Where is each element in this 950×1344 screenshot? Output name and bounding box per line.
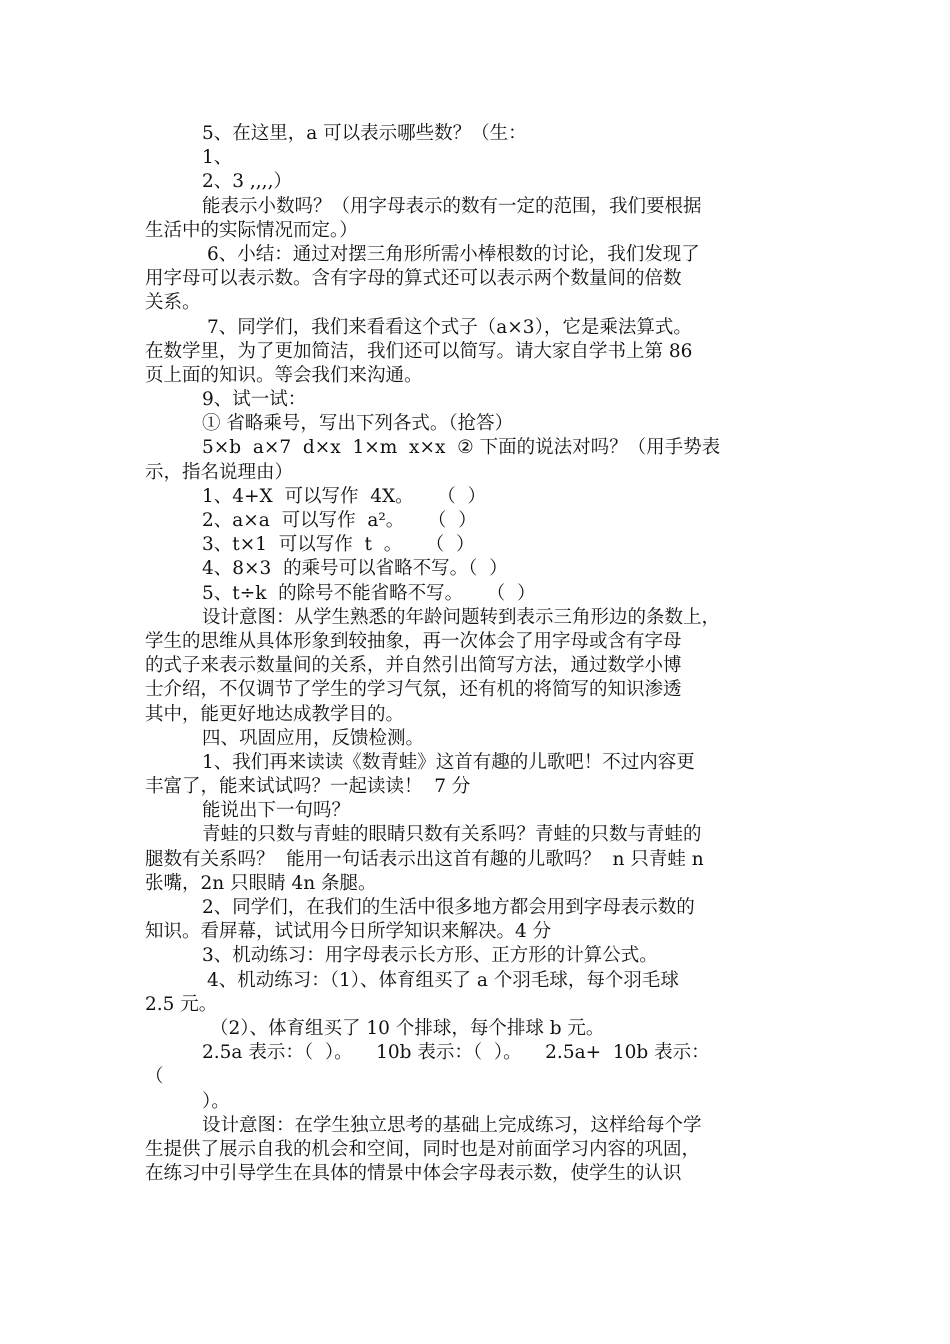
text-line: 生活中的实际情况而定。）	[145, 219, 358, 241]
text-line: 5×b a×7 d×x 1×m x×x ② 下面的说法对吗？（用手势表	[202, 437, 721, 459]
text-line: 关系。	[145, 292, 201, 314]
text-line: 设计意图：在学生独立思考的基础上完成练习，这样给每个学	[202, 1114, 702, 1136]
text-line: 4、机动练习：（1）、体育组买了 a 个羽毛球，每个羽毛球	[207, 969, 679, 991]
text-line: 3、t×1 可以写作 t 。 （ ）	[202, 534, 475, 556]
text-line: 6、小结：通过对摆三角形所需小棒根数的讨论，我们发现了	[207, 243, 700, 265]
text-line: （	[145, 1066, 164, 1088]
text-line: 张嘴，2n 只眼睛 4n 条腿。	[145, 872, 377, 894]
text-line: 丰富了，能来试试吗？一起读读！ 7 分	[145, 776, 471, 798]
text-line: 1、我们再来读读《数青蛙》这首有趣的儿歌吧！不过内容更	[202, 751, 695, 773]
text-line: 2、3 ,,,,）	[202, 171, 292, 193]
text-line: ① 省略乘号，写出下列各式。（抢答）	[202, 413, 514, 435]
text-line: 页上面的知识。等会我们来沟通。	[145, 364, 423, 386]
text-line: 1、	[202, 147, 233, 169]
text-line: 能说出下一句吗？	[202, 800, 351, 822]
text-line: 2.5a 表示：（ ）。 10b 表示：（ ）。 2.5a+ 10b 表示：	[202, 1042, 710, 1064]
text-line: 2.5 元。	[145, 993, 218, 1015]
text-line: 腿数有关系吗？ 能用一句话表示出这首有趣的儿歌吗？ n 只青蛙 n	[145, 848, 704, 870]
text-line: （2）、体育组买了 10 个排球，每个排球 b 元。	[210, 1017, 605, 1039]
text-line: 3、机动练习：用字母表示长方形、正方形的计算公式。	[202, 945, 658, 967]
text-line: 2、同学们，在我们的生活中很多地方都会用到字母表示数的	[202, 897, 695, 918]
text-line: 9、试一试：	[202, 389, 307, 411]
text-line: 7、同学们，我们来看看这个式子（a×3），它是乘法算式。	[207, 316, 692, 338]
text-line: 士介绍，不仅调节了学生的学习气氛，还有机的将简写的知识渗透	[145, 679, 682, 701]
text-line: 用字母可以表示数。含有字母的算式还可以表示两个数量间的倍数	[145, 268, 682, 290]
text-line: 知识。看屏幕，试试用今日所学知识来解决。4 分	[145, 921, 552, 943]
text-line: 其中，能更好地达成教学目的。	[145, 703, 405, 725]
text-line: 学生的思维从具体形象到较抽象，再一次体会了用字母或含有字母	[145, 630, 682, 652]
text-line: 青蛙的只数与青蛙的眼睛只数有关系吗？青蛙的只数与青蛙的	[202, 824, 702, 846]
text-line: 4、8×3 的乘号可以省略不写。（ ）	[202, 558, 508, 580]
text-line: 生提供了展示自我的机会和空间，同时也是对前面学习内容的巩固，	[145, 1138, 701, 1160]
lesson-plan-text	[145, 122, 815, 1186]
text-line: 能表示小数吗？（用字母表示的数有一定的范围，我们要根据	[202, 195, 702, 217]
text-line: 2、a×a 可以写作 a²。 （ ）	[202, 510, 477, 531]
text-line: 5、t÷k 的除号不能省略不写。 （ ）	[202, 582, 536, 604]
text-line: 示，指名说理由）	[145, 461, 294, 483]
text-line: 设计意图：从学生熟悉的年龄问题转到表示三角形边的条数上，	[202, 606, 721, 628]
text-line: ）。	[202, 1090, 230, 1112]
text-line: 5、在这里，a 可以表示哪些数？（生：	[202, 123, 527, 144]
text-line: 四、巩固应用，反馈检测。	[202, 727, 425, 749]
text-line: 1、4+X 可以写作 4X。 （ ）	[202, 485, 486, 507]
text-line: 的式子来表示数量间的关系，并自然引出简写方法，通过数学小博	[145, 655, 682, 677]
text-line: 在数学里，为了更加简洁，我们还可以简写。请大家自学书上第 86	[145, 340, 693, 362]
text-line: 在练习中引导学生在具体的情景中体会字母表示数，使学生的认识	[145, 1163, 682, 1185]
